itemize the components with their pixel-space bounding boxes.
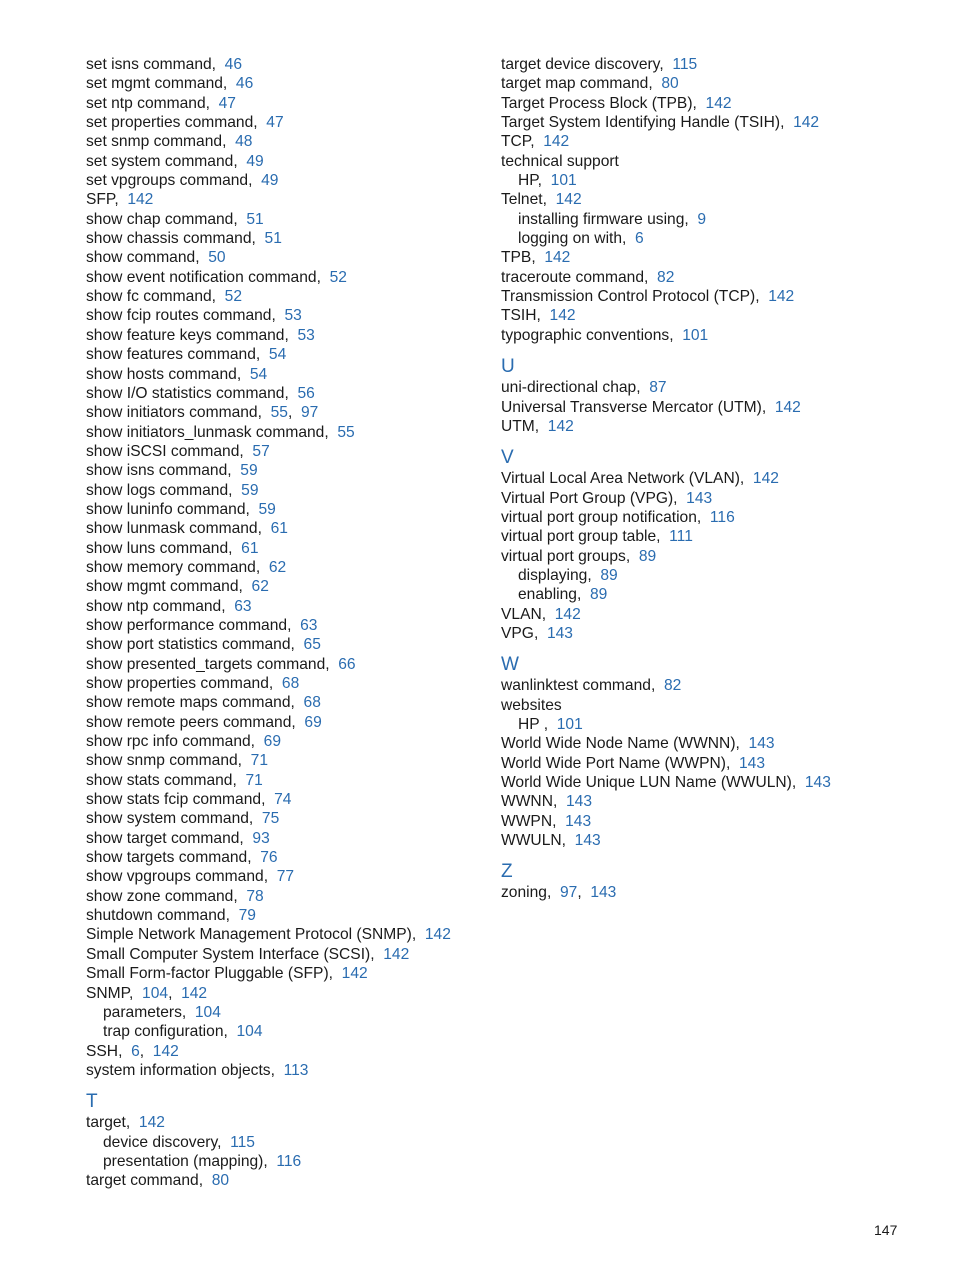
page-link[interactable]: 65 [303, 636, 321, 654]
index-entry: Small Form-factor Pluggable (SFP), 142 [86, 965, 368, 983]
page-link[interactable]: 61 [270, 520, 288, 538]
index-term: show targets command [86, 849, 248, 867]
index-entry: set properties command, 47 [86, 114, 284, 132]
index-term: SFP [86, 191, 115, 209]
index-term: Small Form-factor Pluggable (SFP) [86, 965, 329, 983]
page-link[interactable]: 59 [258, 500, 276, 518]
index-entry: show luninfo command, 59 [86, 500, 276, 518]
page-number: 147 [874, 1222, 898, 1238]
index-entry: show event notification command, 52 [86, 268, 347, 286]
index-term: WWNN [501, 793, 553, 811]
index-term: trap configuration [103, 1023, 224, 1041]
index-entry [501, 696, 921, 715]
index-term: show stats command [86, 771, 233, 789]
index-term: HP [518, 172, 538, 190]
page-link[interactable]: 66 [338, 655, 356, 673]
index-entry: show properties command, 68 [86, 675, 300, 692]
index-term: show fcip routes command [86, 307, 272, 325]
page-link[interactable]: 75 [261, 810, 280, 828]
index-entry: TPB, 142 [501, 249, 571, 267]
index-entry: set snmp command, 48 [86, 133, 253, 151]
index-term: zoning [501, 884, 547, 902]
page-link[interactable]: 104 [236, 1023, 263, 1041]
index-term: show target command [86, 829, 240, 847]
index-entry: World Wide Unique LUN Name (WWULN), 143 [501, 774, 831, 791]
index-term: logging on with [518, 230, 623, 248]
index-term: show remote maps command [86, 694, 291, 712]
page-link[interactable]: 111 [669, 528, 693, 546]
index-entry: TCP, 142 [501, 133, 570, 151]
index-entry: virtual port group notification, 116 [501, 508, 735, 526]
index-entry: VLAN, 142 [501, 605, 581, 623]
index-term: show I/O statistics command [86, 384, 285, 402]
index-entry: show fcip routes command, 53 [86, 307, 302, 325]
index-entry: SSH, 6, 142 [86, 1042, 179, 1060]
index-letter-heading: T [86, 1091, 98, 1113]
index-term: show lunmask command [86, 520, 258, 538]
index-term: technical support [501, 152, 619, 170]
page-link[interactable]: 47 [266, 114, 284, 132]
page-link[interactable]: 74 [274, 791, 292, 809]
index-term: WWULN [501, 832, 562, 850]
index-entry: show initiators_lunmask command, 55 [86, 423, 355, 441]
index-entry: show targets command, 76 [86, 849, 278, 867]
index-entry: show isns command, 59 [86, 462, 258, 480]
index-entry: show command, 50 [86, 249, 226, 267]
index-term: TSIH [501, 307, 537, 325]
index-term: VLAN [501, 605, 542, 623]
index-letter-heading: V [501, 447, 514, 469]
page-link[interactable]: 142 [544, 249, 571, 267]
page-link[interactable]: 69 [263, 733, 282, 751]
index-entry: show lunmask command, 61 [86, 520, 288, 538]
page-link[interactable]: 142 [152, 1042, 179, 1060]
page-link[interactable]: 55 [337, 423, 355, 441]
index-subentry: installing firmware using, 9 [518, 210, 707, 228]
index-entry: virtual port group table, 111 [501, 528, 693, 546]
index-term: virtual port group table [501, 528, 657, 546]
index-entry: Transmission Control Protocol (TCP), 142 [501, 288, 795, 306]
page-link[interactable]: 69 [304, 713, 322, 731]
index-term: show mgmt command [86, 578, 239, 596]
page-link[interactable]: 97 [559, 884, 578, 902]
index-entry: shutdown command, 79 [86, 907, 256, 925]
index-term: World Wide Unique LUN Name (WWULN) [501, 774, 792, 791]
index-term: HP [518, 715, 544, 733]
index-term: show isns command [86, 462, 228, 480]
index-term: show event notification command [86, 268, 317, 286]
page-link[interactable]: 113 [283, 1061, 309, 1079]
index-term: VPG [501, 624, 534, 642]
page-link[interactable]: 143 [590, 884, 617, 902]
index-term: show hosts command [86, 365, 237, 383]
page-link[interactable]: 51 [246, 210, 264, 228]
page-link[interactable]: 48 [235, 133, 253, 151]
page-link[interactable]: 71 [245, 771, 263, 789]
page-link[interactable]: 51 [264, 230, 282, 248]
index-entry: wanlinktest command, 82 [501, 677, 682, 695]
page-link[interactable]: 143 [738, 754, 766, 772]
index-entry: WWNN, 143 [501, 793, 592, 811]
page-link[interactable]: 116 [276, 1152, 302, 1170]
index-term: SNMP [86, 984, 130, 1002]
index-term: show feature keys command [86, 326, 285, 344]
index-term: Simple Network Management Protocol (SNMP) [86, 926, 412, 944]
index-entry: TSIH, 142 [501, 307, 576, 325]
page-link[interactable]: 142 [341, 965, 368, 983]
index-term: show iSCSI command [86, 442, 240, 460]
index-letter-heading: Z [501, 861, 513, 883]
page-link[interactable]: 68 [303, 694, 321, 712]
page-link[interactable]: 87 [649, 379, 667, 397]
index-term: set properties command [86, 114, 254, 132]
index-term: target command [86, 1172, 199, 1190]
page-link[interactable]: 54 [249, 365, 268, 383]
index-term: device discovery [103, 1133, 218, 1151]
index-entry: show feature keys command, 53 [86, 326, 315, 344]
index-entry: show iSCSI command, 57 [86, 442, 270, 460]
index-entry: show hosts command, 54 [86, 365, 268, 383]
index-term: show ntp command [86, 597, 222, 615]
page-link[interactable]: 78 [246, 887, 264, 905]
index-term: Target System Identifying Handle (TSIH) [501, 114, 781, 132]
page-link[interactable]: 61 [241, 539, 259, 557]
index-subentry: displaying, 89 [518, 566, 618, 584]
index-entry: target, 142 [86, 1114, 165, 1132]
index-entry: virtual port groups, 89 [501, 547, 657, 565]
page-link[interactable]: 55 [270, 404, 288, 422]
index-entry: Universal Transverse Mercator (UTM), 142 [501, 398, 801, 416]
page-link[interactable]: 9 [697, 210, 707, 228]
page-link[interactable]: 50 [208, 249, 226, 267]
index-term: virtual port group notification [501, 508, 697, 526]
index-entry: show performance command, 63 [86, 616, 318, 634]
index-entry: set vpgroups command, 49 [86, 172, 279, 190]
index-term: parameters [103, 1003, 182, 1021]
index-letter-heading: W [501, 654, 519, 676]
page-link[interactable]: 63 [234, 597, 252, 615]
index-term: target [86, 1114, 126, 1132]
index-subentry: HP, 101 [518, 172, 577, 190]
index-term: traceroute command [501, 268, 645, 286]
index-entry: show mgmt command, 62 [86, 578, 269, 596]
index-entry: show port statistics command, 65 [86, 636, 321, 654]
page-link[interactable]: 142 [752, 470, 779, 488]
page-link[interactable]: 142 [768, 288, 795, 306]
index-entry: show initiators command, 55, 97 [86, 404, 319, 422]
index-term: show port statistics command [86, 636, 291, 654]
index-term: set system command [86, 152, 234, 170]
index-term: show initiators command [86, 404, 258, 422]
index-entry: UTM, 142 [501, 417, 574, 435]
index-term: Small Computer System Interface (SCSI) [86, 945, 371, 963]
index-entry: target command, 80 [86, 1172, 230, 1190]
page-link[interactable]: 142 [774, 398, 801, 416]
index-subentry: enabling, 89 [518, 586, 608, 604]
index-term: World Wide Port Name (WWPN) [501, 754, 726, 772]
page-link[interactable]: 115 [672, 56, 698, 73]
index-entry: VPG, 143 [501, 624, 573, 642]
index-entry: set isns command, 46 [86, 56, 243, 73]
index-term: World Wide Node Name (WWNN) [501, 735, 736, 753]
index-term: show chap command [86, 210, 234, 228]
index-subentry: logging on with, 6 [518, 230, 644, 248]
page-link[interactable]: 47 [218, 94, 236, 112]
page-link[interactable]: 143 [686, 489, 713, 507]
page-link[interactable]: 104 [194, 1003, 221, 1021]
index-term: websites [501, 696, 562, 714]
index-term: enabling [518, 586, 577, 604]
page-link[interactable]: 54 [268, 346, 287, 364]
index-term: uni-directional chap [501, 379, 637, 397]
page-link[interactable]: 52 [329, 268, 347, 286]
index-entry: set ntp command, 47 [86, 94, 236, 112]
page-link[interactable]: 59 [241, 481, 259, 499]
index-entry: show fc command, 52 [86, 288, 243, 306]
index-entry: Simple Network Management Protocol (SNMP), 142 [86, 926, 451, 944]
index-term: set snmp command [86, 133, 223, 151]
index-entry: show presented_targets command, 66 [86, 655, 356, 673]
page-link[interactable]: 6 [635, 230, 644, 248]
index-subentry: HP , 101 [518, 715, 583, 733]
index-term: show zone command [86, 887, 234, 905]
index-entry: Small Computer System Interface (SCSI), 142 [86, 945, 410, 963]
page-link[interactable]: 101 [550, 172, 577, 190]
index-term: SSH [86, 1042, 119, 1060]
index-entry: show remote maps command, 68 [86, 694, 321, 712]
index-column-left [86, 55, 486, 1191]
index-entry: show vpgroups command, 77 [86, 868, 295, 886]
page-link[interactable]: 57 [252, 442, 270, 460]
index-entry: show stats fcip command, 74 [86, 791, 292, 809]
index-term: installing firmware using [518, 210, 685, 228]
page-link[interactable]: 142 [138, 1114, 165, 1132]
index-term: show luninfo command [86, 500, 246, 518]
index-term: show system command [86, 810, 249, 828]
index-entry: Telnet, 142 [501, 191, 582, 209]
index-entry: SFP, 142 [86, 191, 154, 209]
index-entry: World Wide Node Name (WWNN), 143 [501, 735, 775, 753]
page-link[interactable]: 142 [793, 114, 820, 132]
page-link[interactable]: 82 [663, 677, 682, 695]
index-entry: Target System Identifying Handle (TSIH), 142 [501, 114, 820, 132]
page-link[interactable]: 142 [547, 417, 574, 435]
index-subentry: presentation (mapping), 116 [103, 1152, 302, 1170]
index-entry: SNMP, 104, 142 [86, 984, 208, 1002]
index-entry: show chassis command, 51 [86, 230, 282, 248]
page-link[interactable]: 52 [224, 288, 243, 306]
index-term: set ntp command [86, 94, 206, 112]
index-term: set isns command [86, 56, 212, 73]
index-entry: show luns command, 61 [86, 539, 259, 557]
page-link[interactable]: 49 [261, 172, 279, 190]
page-link[interactable]: 142 [543, 133, 570, 151]
page-link[interactable]: 6 [131, 1042, 140, 1060]
page-link[interactable]: 82 [657, 268, 675, 286]
index-term: UTM [501, 417, 535, 435]
page-link[interactable]: 79 [238, 907, 256, 925]
index-entry: Virtual Port Group (VPG), 143 [501, 489, 713, 507]
page-link[interactable]: 142 [554, 605, 581, 623]
index-term: Virtual Local Area Network (VLAN) [501, 470, 740, 488]
page-link[interactable]: 142 [705, 94, 732, 112]
index-entry [501, 152, 921, 171]
index-term: show presented_targets command [86, 655, 326, 673]
index-entry: show ntp command, 63 [86, 597, 252, 615]
page-link[interactable]: 142 [424, 926, 451, 944]
index-term: presentation (mapping) [103, 1152, 264, 1170]
index-entry: set system command, 49 [86, 152, 264, 170]
index-term: show rpc info command [86, 733, 251, 751]
index-term: show chassis command [86, 230, 252, 248]
index-entry: show chap command, 51 [86, 210, 264, 228]
index-term: show vpgroups command [86, 868, 264, 886]
page-link[interactable]: 104 [142, 984, 169, 1002]
index-entry: show system command, 75 [86, 810, 280, 828]
index-term: show command [86, 249, 196, 267]
page-link[interactable]: 143 [804, 774, 831, 791]
page-link[interactable]: 116 [709, 508, 735, 526]
index-term: show logs command [86, 481, 229, 499]
page-link[interactable]: 59 [240, 462, 258, 480]
index-term: Telnet [501, 191, 543, 209]
page-link[interactable]: 71 [250, 752, 269, 770]
index-term: target map command [501, 75, 649, 93]
page-link[interactable]: 76 [260, 849, 278, 867]
page-link[interactable]: 46 [224, 56, 243, 73]
page-link[interactable]: 89 [589, 586, 608, 604]
index-entry: traceroute command, 82 [501, 268, 675, 286]
page-link[interactable]: 101 [556, 715, 583, 733]
index-term: Transmission Control Protocol (TCP) [501, 288, 756, 306]
index-subentry: device discovery, 115 [103, 1133, 255, 1151]
page-link[interactable]: 93 [252, 829, 270, 847]
index-entry: show target command, 93 [86, 829, 270, 847]
index-term: show stats fcip command [86, 791, 262, 809]
index-term: show remote peers command [86, 713, 292, 731]
index-entry: World Wide Port Name (WWPN), 143 [501, 754, 766, 772]
page-link[interactable]: 89 [600, 566, 618, 584]
index-term: show initiators_lunmask command [86, 423, 325, 441]
index-entry: show snmp command, 71 [86, 752, 269, 770]
page-link[interactable]: 63 [300, 616, 318, 634]
index-term: show properties command [86, 675, 269, 692]
index-term: Universal Transverse Mercator (UTM) [501, 398, 762, 416]
index-entry: WWULN, 143 [501, 832, 601, 850]
index-term: WWPN [501, 812, 553, 830]
page-link[interactable]: 143 [748, 735, 775, 753]
page-link[interactable]: 115 [230, 1133, 255, 1151]
page-link[interactable]: 142 [549, 307, 576, 325]
index-entry: show I/O statistics command, 56 [86, 384, 315, 402]
index-entry: target map command, 80 [501, 75, 679, 93]
index-entry: show zone command, 78 [86, 887, 264, 905]
index-subentry: parameters, 104 [103, 1003, 221, 1021]
index-term: wanlinktest command [501, 677, 651, 695]
index-term: shutdown command [86, 907, 226, 925]
page-link[interactable]: 89 [638, 547, 657, 565]
index-term: show fc command [86, 288, 212, 306]
index-term: set vpgroups command [86, 172, 249, 190]
index-entry: set mgmt command, 46 [86, 75, 254, 93]
page-link[interactable]: 62 [251, 578, 269, 596]
page-link[interactable]: 142 [127, 191, 154, 209]
index-entry: uni-directional chap, 87 [501, 379, 667, 397]
page-link[interactable]: 101 [682, 326, 709, 344]
index-entry: show remote peers command, 69 [86, 713, 322, 731]
page-link[interactable]: 77 [276, 868, 295, 886]
index-entry: system information objects, 113 [86, 1061, 309, 1079]
index-column-right [501, 55, 921, 903]
page-link[interactable]: 49 [246, 152, 264, 170]
index-entry: show rpc info command, 69 [86, 733, 282, 751]
index-entry: WWPN, 143 [501, 812, 592, 830]
index-entry: Virtual Local Area Network (VLAN), 142 [501, 470, 779, 488]
page-link[interactable]: 143 [546, 624, 573, 642]
index-term: Target Process Block (TPB) [501, 94, 693, 112]
page-link[interactable]: 53 [297, 326, 315, 344]
index-term: system information objects [86, 1061, 271, 1079]
page-link[interactable]: 68 [281, 675, 300, 692]
index-entry: show memory command, 62 [86, 558, 287, 576]
page-link[interactable]: 143 [574, 832, 601, 850]
index-term: set mgmt command [86, 75, 223, 93]
index-term: show memory command [86, 558, 256, 576]
index-entry: Target Process Block (TPB), 142 [501, 94, 732, 112]
page-link[interactable]: 53 [284, 307, 302, 325]
index-term: show features command [86, 346, 256, 364]
index-term: displaying [518, 566, 588, 584]
index-entry: zoning, 97, 143 [501, 884, 617, 902]
index-subentry: trap configuration, 104 [103, 1023, 263, 1041]
index-term: Virtual Port Group (VPG) [501, 489, 674, 507]
page-link[interactable]: 56 [297, 384, 315, 402]
index-entry: target device discovery, 115 [501, 56, 698, 73]
page-link[interactable]: 46 [235, 75, 254, 93]
index-term: TPB [501, 249, 532, 267]
page-link[interactable]: 97 [300, 404, 319, 422]
index-term: TCP [501, 133, 531, 151]
index-term: show snmp command [86, 752, 238, 770]
index-term: typographic conventions [501, 326, 670, 344]
page-link[interactable]: 142 [383, 945, 410, 963]
page-link[interactable]: 142 [181, 984, 208, 1002]
index-entry: show stats command, 71 [86, 771, 263, 789]
index-term: virtual port groups [501, 547, 626, 565]
index-entry: show features command, 54 [86, 346, 287, 364]
page-link[interactable]: 62 [268, 558, 287, 576]
index-entry: typographic conventions, 101 [501, 326, 709, 344]
page-link[interactable]: 143 [565, 793, 592, 811]
index-term: show luns command [86, 539, 229, 557]
page-link[interactable]: 142 [555, 191, 582, 209]
index-term: target device discovery [501, 56, 660, 73]
index-term: show performance command [86, 616, 288, 634]
page-link[interactable]: 143 [565, 812, 592, 830]
page-link[interactable]: 80 [661, 75, 679, 93]
index-entry: show logs command, 59 [86, 481, 259, 499]
page-link[interactable]: 80 [211, 1172, 230, 1190]
index-letter-heading: U [501, 356, 515, 378]
